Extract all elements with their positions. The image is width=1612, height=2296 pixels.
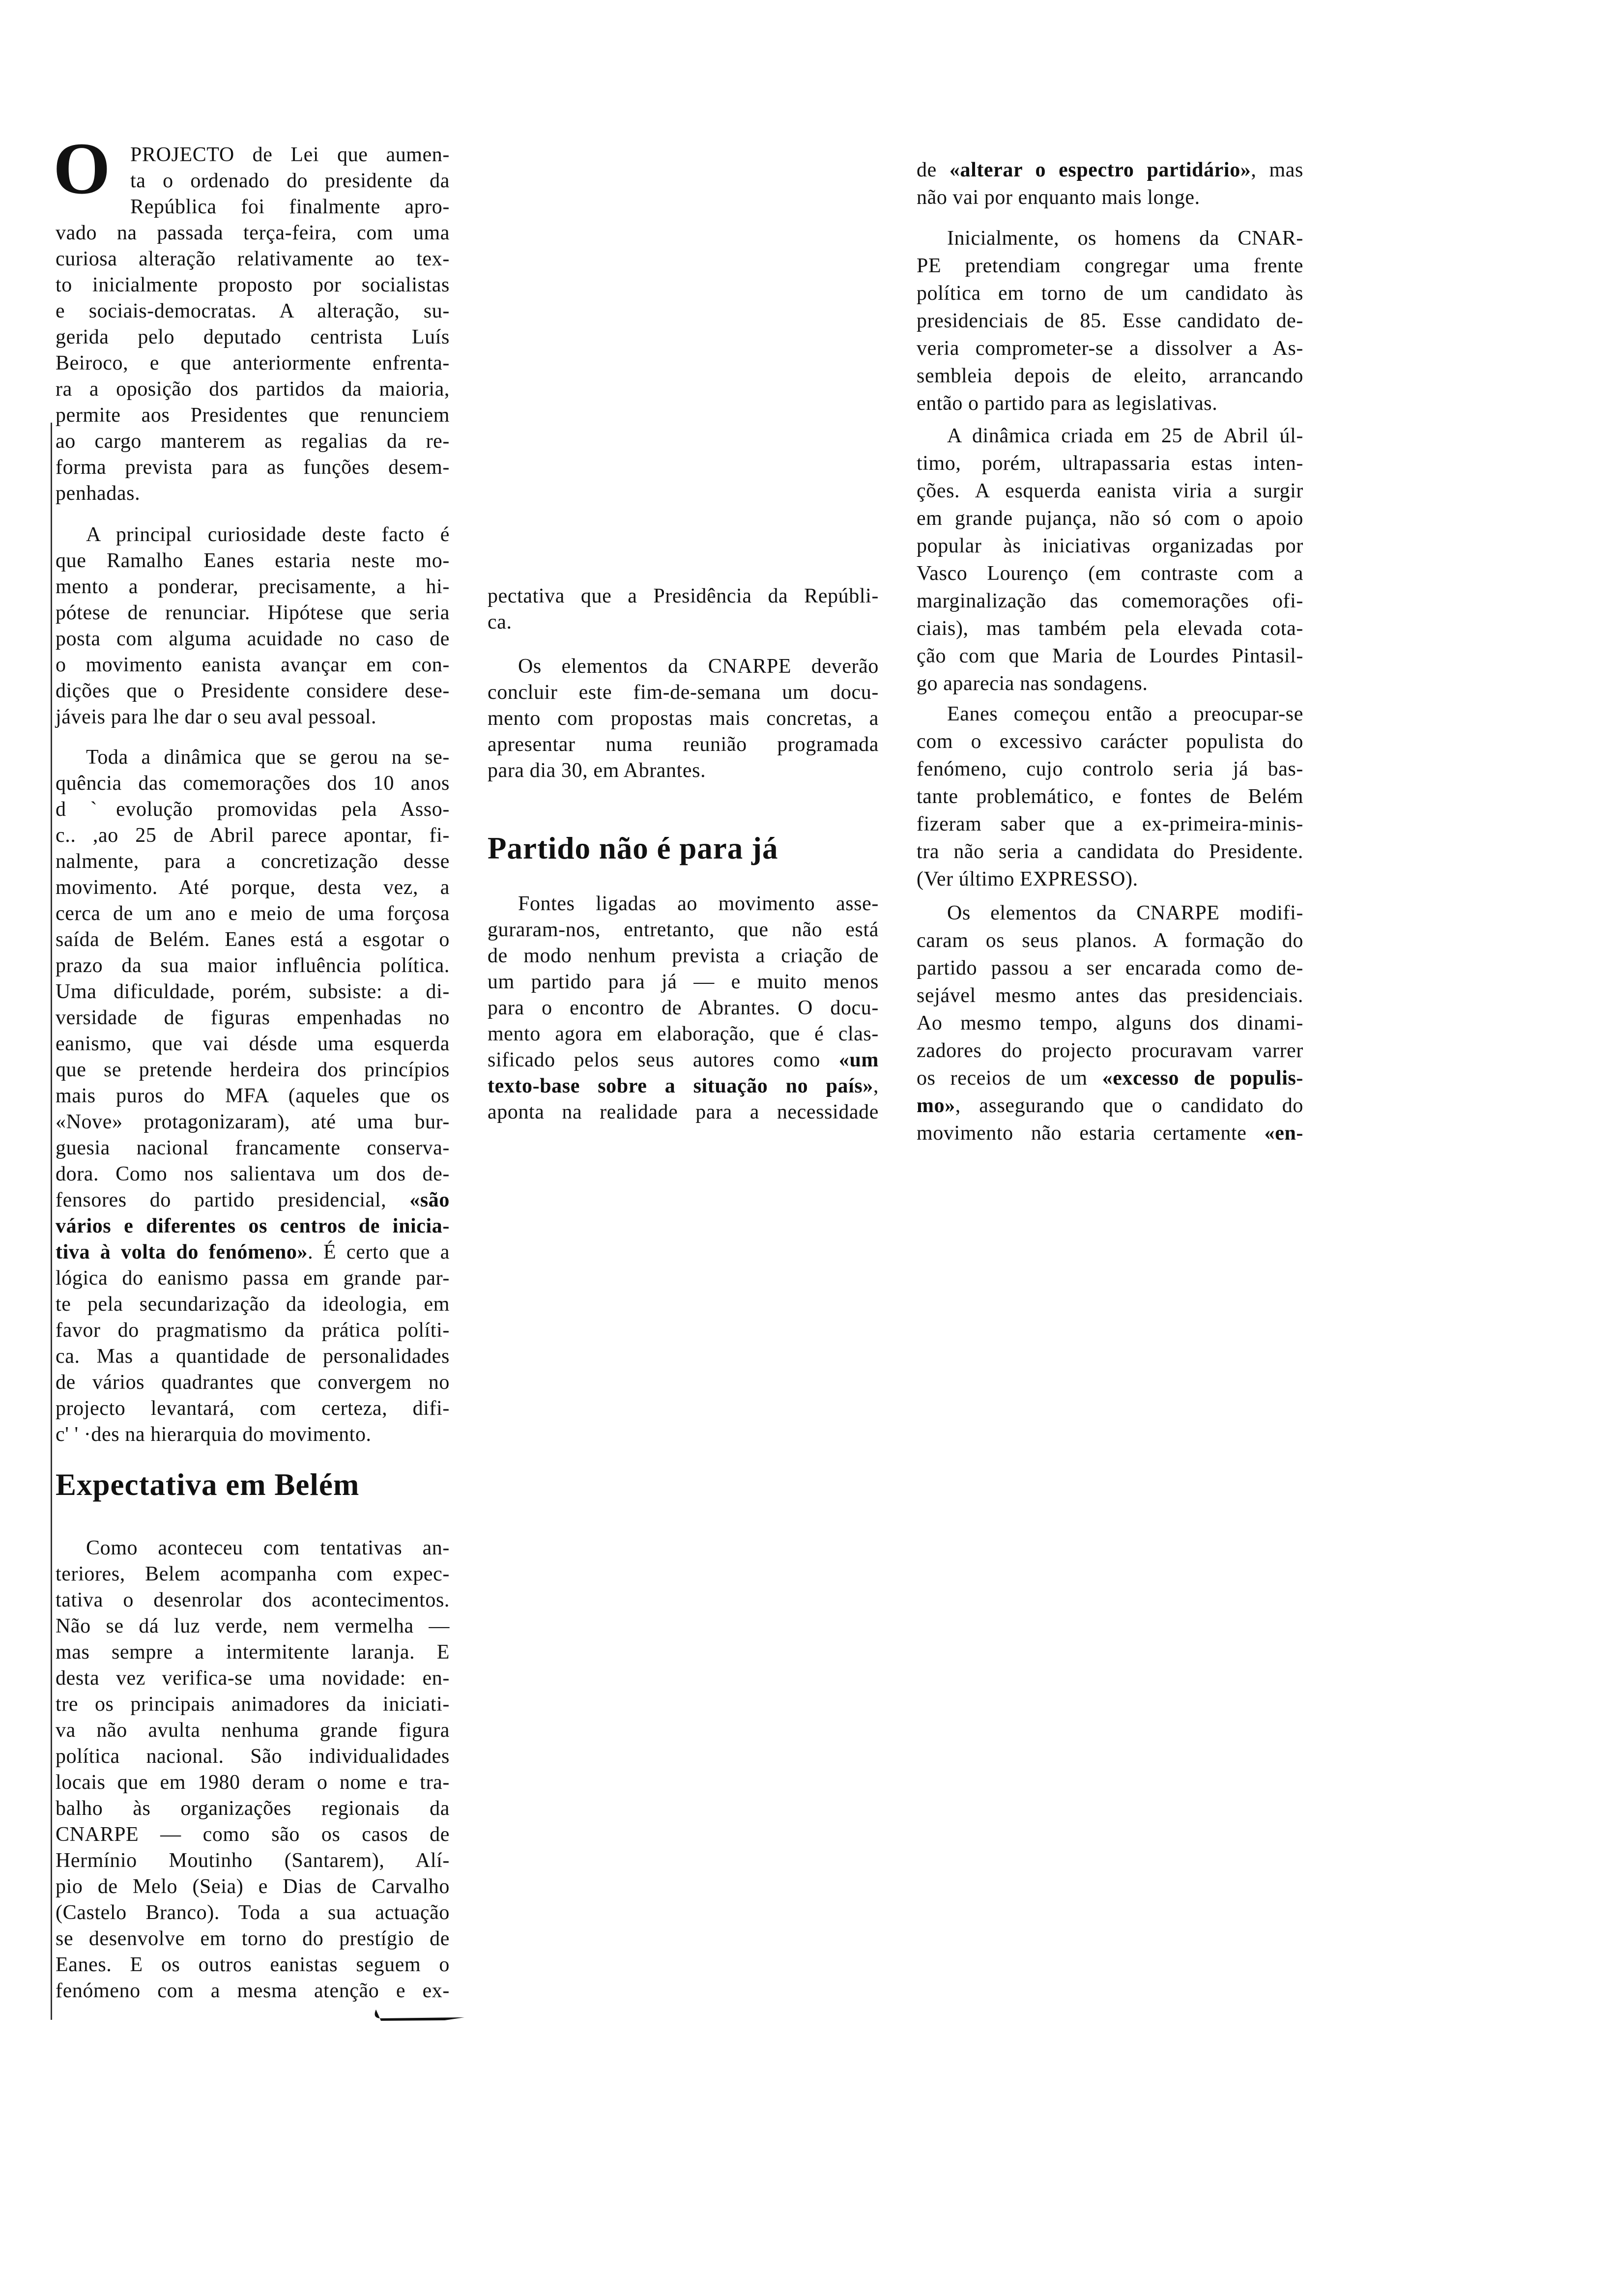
paragraph <box>56 522 450 730</box>
text-line: tra não seria a candidata do Presidente. <box>917 840 1303 863</box>
text-line: mento a ponderar, precisamente, a hi- <box>56 575 450 598</box>
paragraph <box>917 422 1303 697</box>
text-line: guesia nacional francamente conserva- <box>56 1137 450 1159</box>
text-line: mais puros do MFA (aqueles que os <box>56 1085 450 1107</box>
text-line: para dia 30, em Abrantes. <box>488 759 706 782</box>
text-line: ta o ordenado do presidente da <box>130 170 450 192</box>
bold-quote: «alterar o espectro partidário» <box>949 159 1251 181</box>
text-segment: de <box>917 159 950 181</box>
text-line: versidade de figuras empenhadas no <box>56 1006 450 1029</box>
text-line: nalmente, para a concretização desse <box>56 850 450 873</box>
text-line: de modo nenhum prevista a criação de <box>488 945 879 967</box>
text-line: PE pretendiam congregar uma frente <box>917 255 1303 277</box>
text-line: marginalização das comemorações ofi- <box>917 590 1303 612</box>
text-line: eanismo, que vai désde uma esquerda <box>56 1033 450 1055</box>
text-line: «Nove» protagonizaram), até uma bur- <box>56 1111 450 1133</box>
text-line: Fontes ligadas ao movimento asse- <box>518 892 879 915</box>
text-line: zadores do projecto procuravam varrer <box>917 1039 1303 1062</box>
text-line: sembleia depois de eleito, arrancando <box>917 365 1303 387</box>
text-line: Como aconteceu com tentativas an- <box>86 1537 450 1559</box>
text-line: ca. <box>488 611 512 633</box>
text-line <box>917 156 1303 184</box>
text-line: timo, porém, ultrapassaria estas inten- <box>917 452 1303 475</box>
paragraph <box>917 700 1303 893</box>
text-line: Eanes. E os outros eanistas seguem o <box>56 1953 450 1976</box>
text-line: sejável mesmo antes das presidenciais. <box>917 984 1303 1007</box>
text-line: não vai por enquanto mais longe. <box>917 186 1200 209</box>
text-line: República foi finalmente apro- <box>130 196 450 218</box>
text-line <box>917 1064 1303 1092</box>
text-line: Não se dá luz verde, nem vermelha — <box>56 1615 450 1637</box>
text-line: mas sempre a intermitente laranja. E <box>56 1641 450 1664</box>
text-line: c.. ,ao 25 de Abril parece apontar, fi- <box>56 824 450 847</box>
text-line: quência das comemorações dos 10 anos <box>56 772 450 795</box>
text-line: locais que em 1980 deram o nome e tra- <box>56 1771 450 1794</box>
paragraph <box>917 899 1303 1147</box>
paragraph-continuation <box>917 156 1303 211</box>
text-line: pótese de renunciar. Hipótese que seria <box>56 602 450 624</box>
text-line: pio de Melo (Seia) e Dias de Carvalho <box>56 1875 450 1898</box>
text-line: ção com que Maria de Lourdes Pintasil- <box>917 645 1303 667</box>
text-segment: fensores do partido presidencial, <box>56 1189 410 1211</box>
text-line: guraram-nos, entretanto, que não está <box>488 918 879 941</box>
text-line: favor do pragmatismo da prática políti- <box>56 1319 450 1342</box>
bold-quote: «excesso de populis- <box>1102 1067 1303 1090</box>
text-line: (Castelo Branco). Toda a sua actuação <box>56 1901 450 1924</box>
text-line: o movimento eanista avançar em con- <box>56 654 450 676</box>
text-line: balho às organizações regionais da <box>56 1797 450 1820</box>
text-line: popular às iniciativas organizadas por <box>917 535 1303 557</box>
text-line: movimento. Até porque, desta vez, a <box>56 876 450 899</box>
text-segment: movimento não estaria certamente <box>917 1122 1265 1145</box>
text-line: cerca de um ano e meio de uma forçosa <box>56 902 450 925</box>
text-line: e sociais-democratas. A alteração, su- <box>56 300 450 322</box>
text-line <box>917 1092 1303 1119</box>
text-line: forma prevista para as funções desem- <box>56 456 450 479</box>
text-segment: sificado pelos seus autores como <box>488 1049 839 1071</box>
paragraph-continuation <box>488 583 879 635</box>
text-line: curiosa alteração relativamente ao tex- <box>56 248 450 270</box>
text-line: c' ' ·des na hierarquia do movimento. <box>56 1423 372 1446</box>
text-line: caram os seus planos. A formação do <box>917 929 1303 952</box>
text-line: penhadas. <box>56 482 141 505</box>
text-line: para o encontro de Abrantes. O docu- <box>488 997 879 1019</box>
text-line: política em torno de um candidato às <box>917 282 1303 305</box>
text-line: te pela secundarização da ideologia, em <box>56 1293 450 1316</box>
text-line: jáveis para lhe dar o seu aval pessoal. <box>56 706 377 728</box>
text-line: projecto levantará, com certeza, difi- <box>56 1397 450 1420</box>
paragraph <box>917 225 1303 417</box>
text-line: pectativa que a Presidência da Repúbli- <box>488 585 879 607</box>
text-line: mento agora em elaboração, que é clas- <box>488 1023 879 1045</box>
text-line: ciais), mas também pela elevada cota- <box>917 617 1303 640</box>
text-line <box>488 1073 879 1099</box>
paragraph <box>488 654 879 784</box>
text-line: fizeram saber que a ex-primeira-minis- <box>917 813 1303 835</box>
paragraph <box>56 1535 450 2004</box>
text-line <box>56 1239 450 1265</box>
text-line <box>56 1187 450 1213</box>
text-line: Os elementos da CNARPE modifi- <box>947 902 1303 924</box>
text-line: dições que o Presidente considere dese- <box>56 680 450 702</box>
bold-quote: «são <box>409 1189 450 1211</box>
text-segment: , <box>873 1075 879 1097</box>
text-line: A dinâmica criada em 25 de Abril úl- <box>947 425 1303 447</box>
paragraph <box>488 891 879 1125</box>
text-line: fenómeno com a mesma atenção e ex- <box>56 1980 450 2002</box>
section-heading-expectativa: Expectativa em Belém <box>56 1467 360 1502</box>
text-line: ao cargo manterem as regalias da re- <box>56 430 450 453</box>
text-line: lógica do eanismo passa em grande par- <box>56 1267 450 1290</box>
text-line: mento com propostas mais concretas, a <box>488 707 879 730</box>
text-line: ca. Mas a quantidade de personalidades <box>56 1345 450 1368</box>
text-line: aponta na realidade para a necessidade <box>488 1101 879 1123</box>
text-line: veria comprometer-se a dissolver a As- <box>917 337 1303 360</box>
text-line: Toda a dinâmica que se gerou na se- <box>86 746 450 769</box>
bold-quote: vários e diferentes os centros de inicia- <box>56 1215 450 1237</box>
text-segment: . É certo que a <box>308 1241 450 1263</box>
section-heading-partido: Partido não é para já <box>488 831 778 865</box>
text-line: tativa o desenrolar dos acontecimentos. <box>56 1589 450 1611</box>
text-line: vado na passada terça-feira, com uma <box>56 222 450 244</box>
text-line: Beiroco, e que anteriormente enfrenta- <box>56 352 450 374</box>
bold-quote: «en- <box>1264 1122 1303 1145</box>
text-line: PROJECTO de Lei que aumen- <box>130 144 450 166</box>
text-line: va não avulta nenhuma grande figura <box>56 1719 450 1742</box>
text-line <box>917 1119 1303 1147</box>
text-line <box>56 1213 450 1239</box>
bold-quote: mo» <box>917 1094 955 1117</box>
text-segment: , mas <box>1251 159 1303 181</box>
text-line: posta com alguma acuidade no caso de <box>56 628 450 650</box>
text-line: que Ramalho Eanes estaria neste mo- <box>56 549 450 572</box>
text-line: CNARPE — como são os casos de <box>56 1823 450 1846</box>
text-line: Uma dificuldade, porém, subsiste: a di- <box>56 980 450 1003</box>
text-line: (Ver último EXPRESSO). <box>917 868 1138 890</box>
text-line: gerida pelo deputado centrista Luís <box>56 326 450 348</box>
text-line: A principal curiosidade deste facto é <box>86 523 450 546</box>
text-line: Ao mesmo tempo, alguns dos dinami- <box>917 1012 1303 1034</box>
text-line: apresentar numa reunião programada <box>488 733 879 756</box>
text-segment: , assegurando que o candidato do <box>955 1094 1303 1117</box>
margin-rule <box>51 423 52 2020</box>
bold-quote: «um <box>838 1049 879 1071</box>
paragraph-intro <box>56 142 450 507</box>
text-line: permite aos Presidentes que renunciem <box>56 404 450 427</box>
text-line <box>488 1047 879 1073</box>
text-line: fenómeno, cujo controlo seria já bas- <box>917 758 1303 780</box>
text-line: Vasco Lourenço (em contraste com a <box>917 562 1303 585</box>
text-line: ções. A esquerda eanista viria a surgir <box>917 480 1303 502</box>
text-line: teriores, Belem acompanha com expec- <box>56 1563 450 1585</box>
text-line: com o excessivo carácter populista do <box>917 730 1303 753</box>
text-line: ra a oposição dos partidos da maioria, <box>56 378 450 401</box>
text-line: em grande pujança, não só com o apoio <box>917 507 1303 530</box>
text-line: tre os principais animadores da iniciati- <box>56 1693 450 1716</box>
text-line: d ˋevolução promovidas pela Asso- <box>56 798 450 821</box>
drop-cap: O <box>53 128 111 209</box>
text-line: Inicialmente, os homens da CNAR- <box>947 227 1303 250</box>
text-line: tante problemático, e fontes de Belém <box>917 785 1303 808</box>
bold-quote: tiva à volta do fenómeno» <box>56 1241 308 1263</box>
bold-quote: texto-base sobre a situação no país» <box>488 1075 873 1097</box>
text-segment: os receios de um <box>917 1067 1102 1090</box>
text-line: go aparecia nas sondagens. <box>917 672 1148 695</box>
text-line: um partido para já — e muito menos <box>488 971 879 993</box>
text-line: concluir este fim-de-semana um docu- <box>488 681 879 704</box>
text-line: dora. Como nos salientava um dos de- <box>56 1163 450 1185</box>
text-line: de vários quadrantes que convergem no <box>56 1371 450 1394</box>
text-line: se desenvolve em torno do prestígio de <box>56 1927 450 1950</box>
text-line: que se pretende herdeira dos princípios <box>56 1059 450 1081</box>
text-line: saída de Belém. Eanes está a esgotar o <box>56 928 450 951</box>
text-line: desta vez verifica-se uma novidade: en- <box>56 1667 450 1690</box>
text-line: partido passou a ser encarada como de- <box>917 957 1303 979</box>
paragraph <box>56 745 450 1448</box>
text-line: então o partido para as legislativas. <box>917 392 1218 415</box>
text-line: prazo da sua maior influência política. <box>56 954 450 977</box>
text-line: política nacional. São individualidades <box>56 1745 450 1768</box>
text-line: presidenciais de 85. Esse candidato de- <box>917 310 1303 332</box>
text-line: Eanes começou então a preocupar-se <box>947 703 1303 725</box>
end-mark-icon <box>371 2008 469 2022</box>
text-line: to inicialmente proposto por socialistas <box>56 274 450 296</box>
text-line: Os elementos da CNARPE deverão <box>518 655 879 678</box>
text-line: Hermínio Moutinho (Santarem), Alí- <box>56 1849 450 1872</box>
